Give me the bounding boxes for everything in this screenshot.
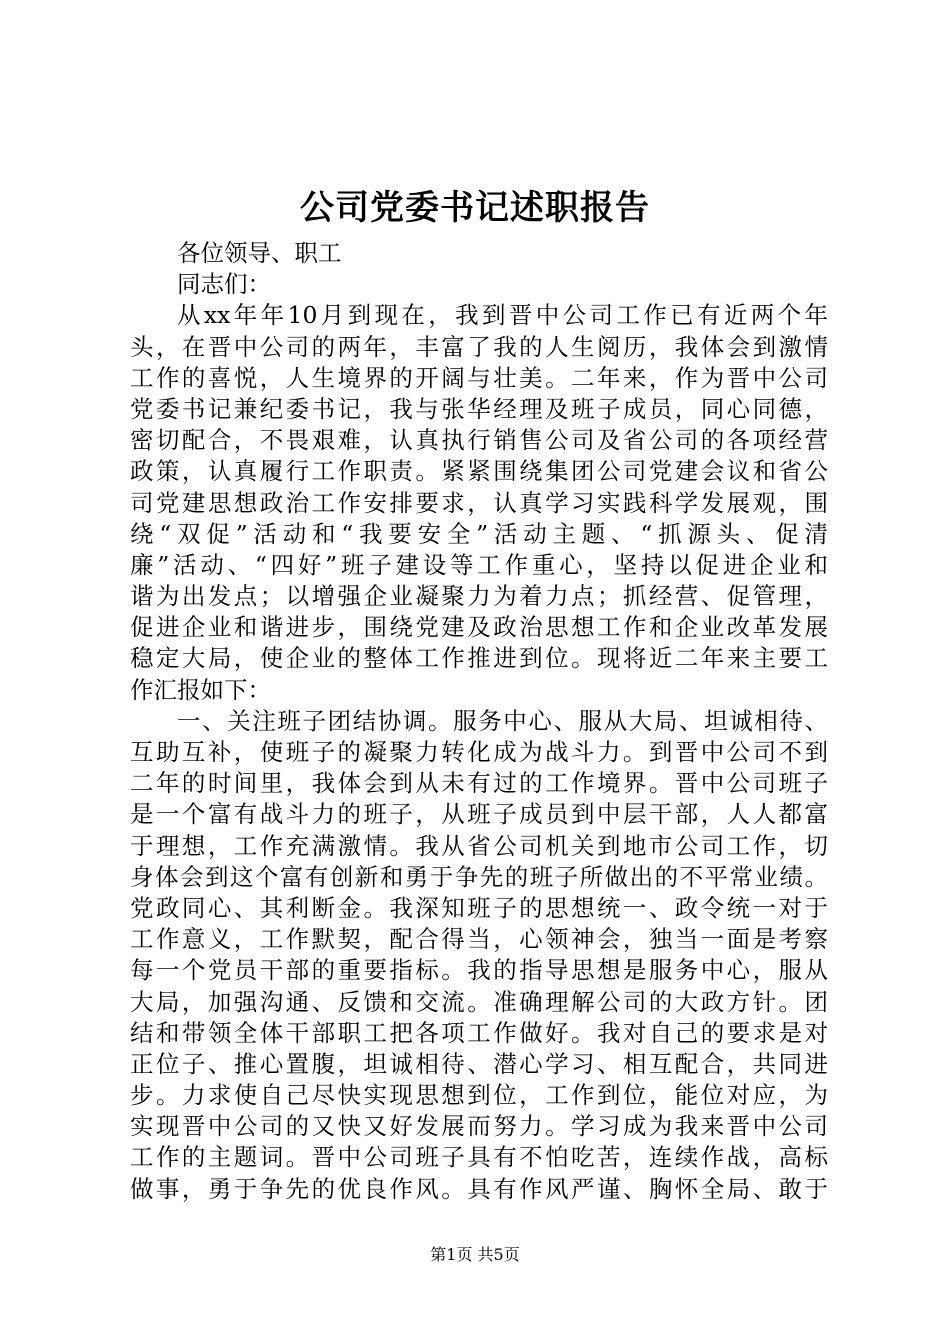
text-line: 司党建思想政治工作安排要求，认真学习实践科学发展观，围 — [130, 488, 828, 517]
text-line: 结和带领全体干部职工把各项工作做好。我对自己的要求是对 — [130, 1018, 828, 1047]
text-line: 步。力求使自己尽快实现思想到位，工作到位，能位对应，为 — [130, 1081, 828, 1110]
text-line: 工作意义，工作默契，配合得当，心领神会，独当一面是考察 — [130, 925, 828, 954]
text-line: 谐为出发点；以增强企业凝聚力为着力点；抓经营、促管理， — [130, 582, 828, 611]
text-line: 正位子、推心置腹，坦诚相待、潜心学习、相互配合，共同进 — [130, 1049, 828, 1078]
text-line: 政策，认真履行工作职责。紧紧围绕集团公司党建会议和省公 — [130, 457, 828, 486]
text-line: 廉”活动、“四好”班子建设等工作重心，坚持以促进企业和 — [130, 550, 828, 579]
text-line: 大局，加强沟通、反馈和交流。准确理解公司的大政方针。团 — [130, 987, 828, 1016]
text-line: 做事，勇于争先的优良作风。具有作风严谨、胸怀全局、敢于 — [130, 1174, 828, 1203]
text-line: 党委书记兼纪委书记，我与张华经理及班子成员，同心同德， — [130, 394, 828, 423]
text-line: 同志们： — [177, 270, 271, 299]
text-line: 作汇报如下： — [130, 675, 271, 704]
text-line: 党政同心、其利断金。我深知班子的思想统一、政令统一对于 — [130, 893, 828, 922]
text-line: 各位领导、职工 — [177, 239, 342, 267]
text-line: 一、关注班子团结协调。服务中心、服从大局、坦诚相待、 — [177, 706, 828, 735]
text-line: 于理想，工作充满激情。我从省公司机关到地市公司工作，切 — [130, 831, 828, 860]
text-line: 促进企业和谐进步，围绕党建及政治思想工作和企业改革发展 — [130, 613, 828, 642]
text-line: 每一个党员干部的重要指标。我的指导思想是服务中心，服从 — [130, 956, 828, 985]
text-line: 头，在晋中公司的两年，丰富了我的人生阅历，我体会到激情 — [130, 332, 828, 361]
text-line: 工作的喜悦，人生境界的开阔与壮美。二年来，作为晋中公司 — [130, 363, 828, 392]
text-line: 实现晋中公司的又快又好发展而努力。学习成为我来晋中公司 — [130, 1112, 828, 1141]
page-title: 公司党委书记述职报告 — [300, 188, 650, 228]
text-line: 是一个富有战斗力的班子，从班子成员到中层干部，人人都富 — [130, 800, 828, 829]
text-line: 绕“双促”活动和“我要安全”活动主题、“抓源头、促清 — [130, 519, 828, 548]
page-footer: 第1页 共5页 — [430, 1245, 520, 1264]
text-line: 二年的时间里，我体会到从未有过的工作境界。晋中公司班子 — [130, 769, 828, 798]
document-body — [130, 238, 828, 1205]
text-line: 互助互补，使班子的凝聚力转化成为战斗力。到晋中公司不到 — [130, 738, 828, 766]
text-line: 从xx年年10月到现在，我到晋中公司工作已有近两个年 — [177, 301, 828, 330]
text-line: 工作的主题词。晋中公司班子具有不怕吃苦，连续作战，高标 — [130, 1143, 828, 1172]
text-line: 稳定大局，使企业的整体工作推进到位。现将近二年来主要工 — [130, 644, 828, 673]
text-line: 身体会到这个富有创新和勇于争先的班子所做出的不平常业绩。 — [130, 862, 828, 891]
text-line: 密切配合，不畏艰难，认真执行销售公司及省公司的各项经营 — [130, 426, 828, 455]
